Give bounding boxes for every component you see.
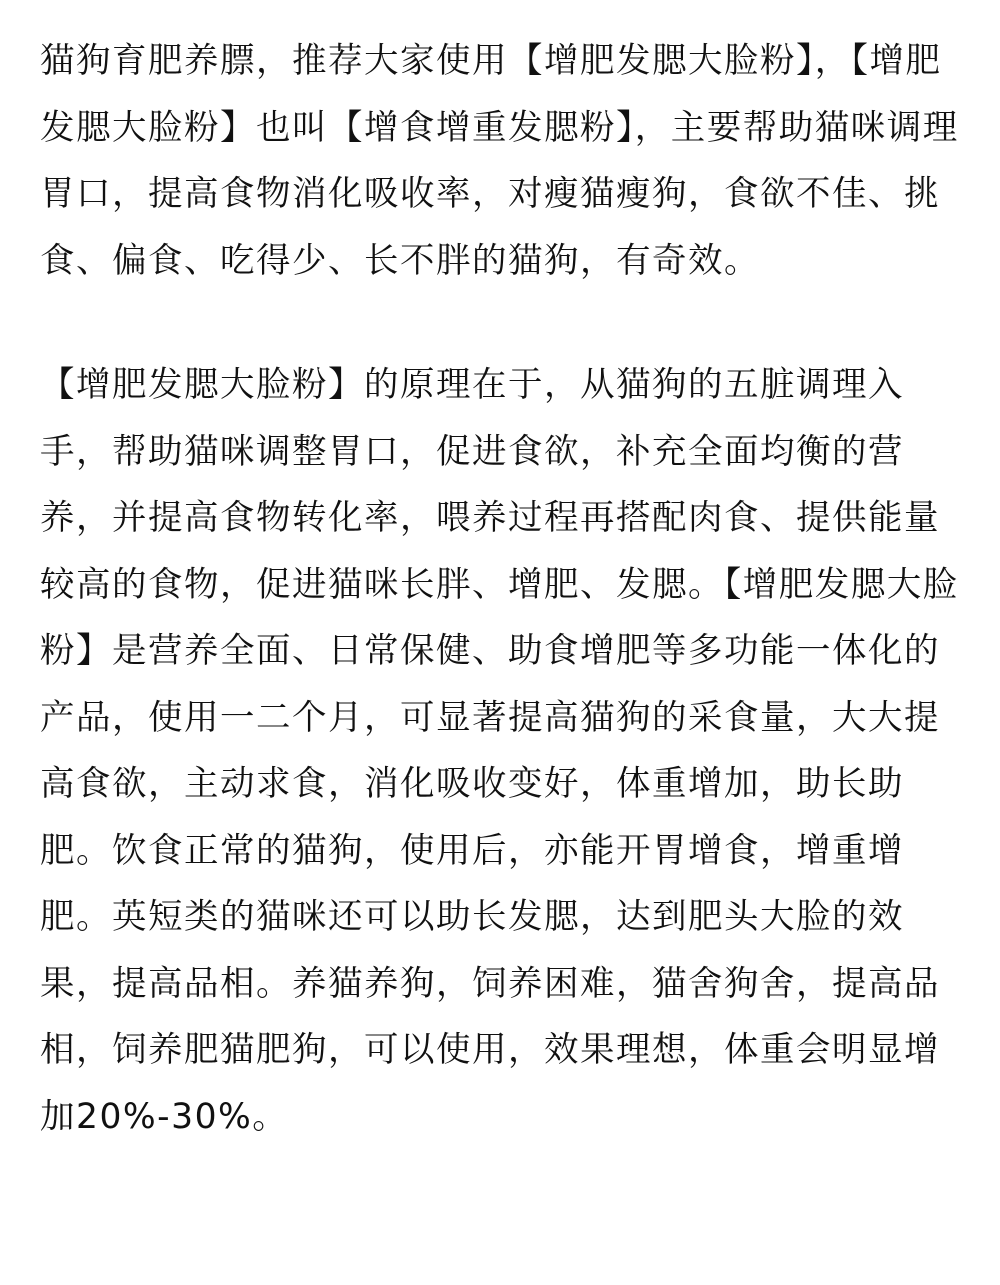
article-body <box>40 28 975 1150</box>
paragraph-spacer <box>40 294 975 352</box>
paragraph-intro: 猫狗育肥养膘，推荐大家使用【增肥发腮大脸粉】，【增肥发腮大脸粉】也叫【增食增重发腮粉】，主要帮助猫咪调理胃口，提高食物消化吸收率，对瘦猫瘦狗，食欲不佳、挑食、偏食、吃得少、长不胖的猫狗，有奇效。 <box>40 41 959 281</box>
paragraph-principle: 【增肥发腮大脸粉】的原理在于，从猫狗的五脏调理入手，帮助猫咪调整胃口，促进食欲，补充全面均衡的营养，并提高食物转化率，喂养过程再搭配肉食、提供能量较高的食物，促进猫咪长胖、增肥、发腮。【增肥发腮大脸粉】是营养全面、日常保健、助食增肥等多功能一体化的产品，使用一二个月，可显著提高猫狗的采食量，大大提高食欲，主动求食，消化吸收变好，体重增加，助长助肥。饮食正常的猫狗，使用后，亦能开胃增食，增重增肥。英短类的猫咪还可以助长发腮，达到肥头大脸的效果，提高品相。养猫养狗，饲养困难，猫舍狗舍，提高品相，饲养肥猫肥狗，可以使用，效果理想，体重会明显增加20%-30%。 <box>40 365 959 1137</box>
